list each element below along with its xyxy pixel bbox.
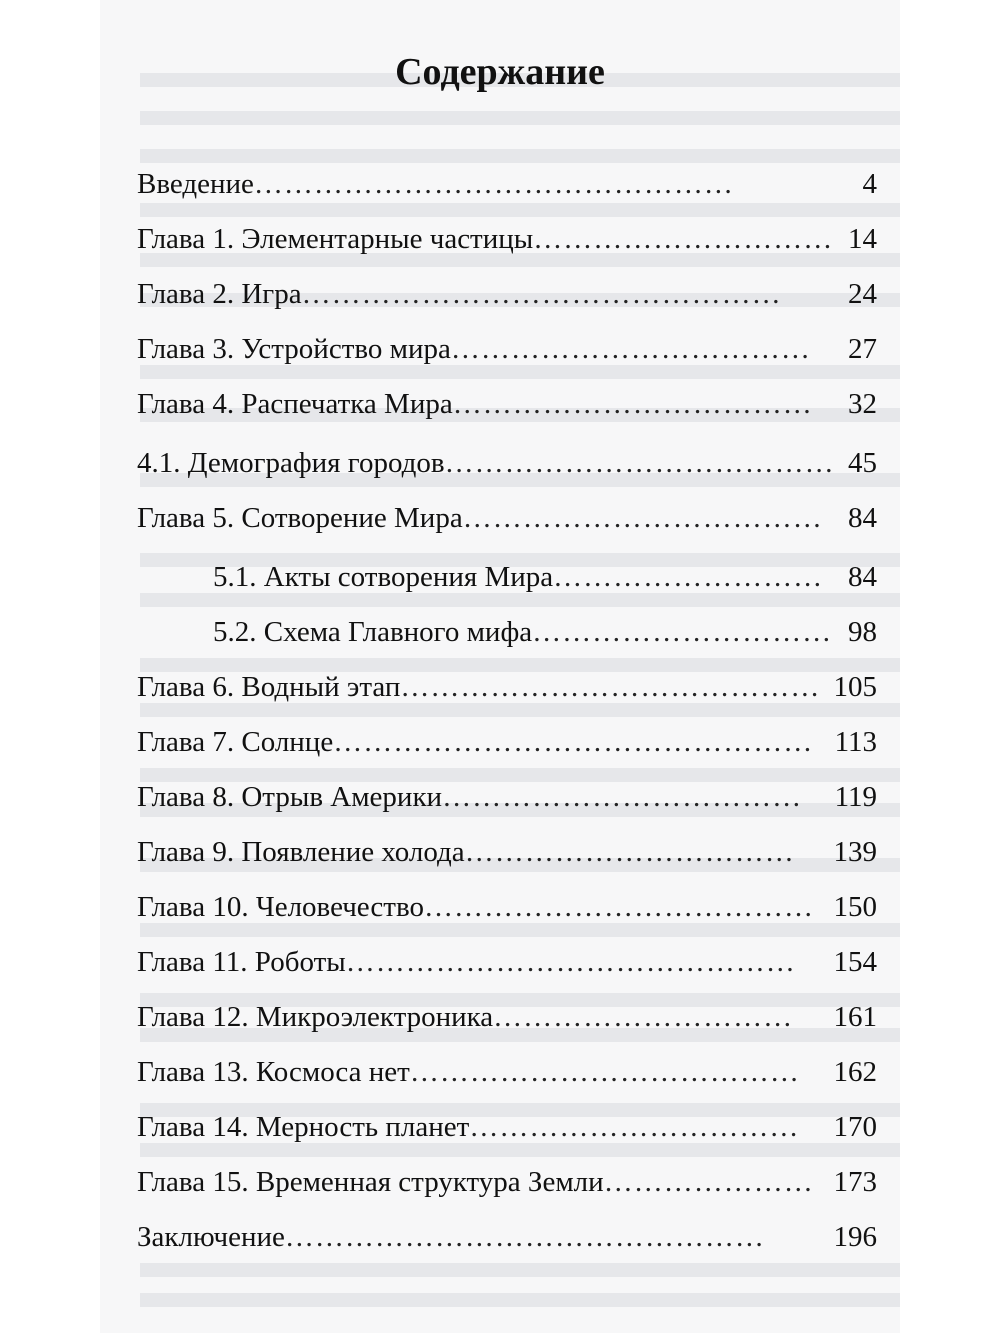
- toc-entry-title: Глава 14. Мерность планет: [137, 1111, 470, 1143]
- toc-entry-page: 24: [848, 278, 877, 310]
- toc-entry[interactable]: [137, 938, 877, 993]
- toc-entry-title: Глава 3. Устройство мира: [137, 333, 451, 365]
- leader-dots: …………………………: [493, 1001, 794, 1033]
- toc-entry-title: Глава 2. Игра: [137, 278, 302, 310]
- toc-entry[interactable]: [137, 160, 877, 215]
- toc-entry[interactable]: [137, 380, 877, 435]
- toc-entry[interactable]: [137, 215, 877, 270]
- leader-dots: …………………………………: [409, 1056, 800, 1088]
- toc-subentry[interactable]: [137, 553, 877, 608]
- leader-dots: …………………………………: [423, 891, 814, 923]
- toc-entry[interactable]: [137, 773, 877, 828]
- toc-entry-page: 173: [833, 1166, 877, 1198]
- toc-entry-title: Заключение: [137, 1221, 285, 1253]
- leader-dots: ………………………………: [452, 388, 813, 420]
- toc-entry-title: Глава 11. Роботы: [137, 946, 346, 978]
- toc-entry-page: 196: [833, 1221, 877, 1253]
- toc-entry[interactable]: [137, 718, 877, 773]
- leader-dots: …………………: [603, 1166, 814, 1198]
- leader-dots: ………………………: [553, 561, 824, 593]
- toc-entry-title: 5.1. Акты сотворения Мира: [213, 561, 554, 593]
- leader-dots: …………………………………: [444, 447, 835, 479]
- toc-entry[interactable]: [137, 1213, 877, 1268]
- toc-entry[interactable]: [137, 439, 877, 494]
- toc-entry-title: Глава 4. Распечатка Мира: [137, 388, 453, 420]
- toc-entry-page: 84: [848, 561, 877, 593]
- toc-entry-title: Глава 6. Водный этап: [137, 671, 401, 703]
- toc-entry-page: 139: [833, 836, 877, 868]
- leader-dots: ……………………………: [469, 1111, 800, 1143]
- leader-dots: …………………………………………: [253, 168, 734, 200]
- toc-entry-title: 4.1. Демография городов: [137, 447, 445, 479]
- toc-entry-title: Глава 15. Временная структура Земли: [137, 1166, 604, 1198]
- toc-entry-title: Глава 7. Солнце: [137, 726, 334, 758]
- toc-entry-page: 45: [848, 447, 877, 479]
- toc-entry-page: 170: [833, 1111, 877, 1143]
- toc-entry-page: 162: [833, 1056, 877, 1088]
- toc-entry-page: 4: [862, 168, 877, 200]
- toc-entry[interactable]: [137, 325, 877, 380]
- leader-dots: …………………………………………: [333, 726, 814, 758]
- toc-entry-page: 154: [833, 946, 877, 978]
- toc-entry[interactable]: [137, 1103, 877, 1158]
- toc-entry-page: 113: [834, 726, 877, 758]
- toc-entry-page: 119: [834, 781, 877, 813]
- toc-entry-page: 105: [833, 671, 877, 703]
- leader-dots: …………………………: [533, 223, 834, 255]
- leader-dots: …………………………………………: [301, 278, 782, 310]
- toc-entry-title: Введение: [137, 168, 254, 200]
- toc-entry-title: Глава 5. Сотворение Мира: [137, 502, 463, 534]
- toc-entry[interactable]: [137, 883, 877, 938]
- toc-entry[interactable]: [137, 270, 877, 325]
- toc-entry-title: 5.2. Схема Главного мифа: [213, 616, 533, 648]
- leader-dots: ……………………………: [464, 836, 795, 868]
- toc-entry[interactable]: [137, 1048, 877, 1103]
- toc-entry-page: 84: [848, 502, 877, 534]
- toc-entry-page: 27: [848, 333, 877, 365]
- toc-entry-page: 150: [833, 891, 877, 923]
- table-of-contents: [137, 160, 877, 1268]
- toc-entry-page: 32: [848, 388, 877, 420]
- toc-entry-page: 14: [848, 223, 877, 255]
- leader-dots: ……………………………………: [400, 671, 821, 703]
- toc-entry[interactable]: [137, 663, 877, 718]
- toc-entry-title: Глава 9. Появление холода: [137, 836, 465, 868]
- toc-subentry[interactable]: [137, 608, 877, 663]
- page-title: Содержание: [395, 51, 605, 93]
- toc-entry[interactable]: [137, 494, 877, 549]
- toc-entry[interactable]: [137, 828, 877, 883]
- leader-dots: ………………………………: [442, 781, 803, 813]
- leader-dots: …………………………………………: [284, 1221, 765, 1253]
- toc-entry-page: 98: [848, 616, 877, 648]
- toc-entry-title: Глава 13. Космоса нет: [137, 1056, 410, 1088]
- leader-dots: ………………………………: [450, 333, 811, 365]
- toc-entry-page: 161: [833, 1001, 877, 1033]
- toc-entry-title: Глава 10. Человечество: [137, 891, 424, 923]
- toc-entry-title: Глава 12. Микроэлектроника: [137, 1001, 494, 1033]
- toc-entry-title: Глава 8. Отрыв Америки: [137, 781, 443, 813]
- leader-dots: …………………………: [532, 616, 833, 648]
- toc-entry[interactable]: [137, 993, 877, 1048]
- toc-entry[interactable]: [137, 1158, 877, 1213]
- toc-entry-title: Глава 1. Элементарные частицы: [137, 223, 534, 255]
- leader-dots: ………………………………………: [345, 946, 796, 978]
- leader-dots: ………………………………: [462, 502, 823, 534]
